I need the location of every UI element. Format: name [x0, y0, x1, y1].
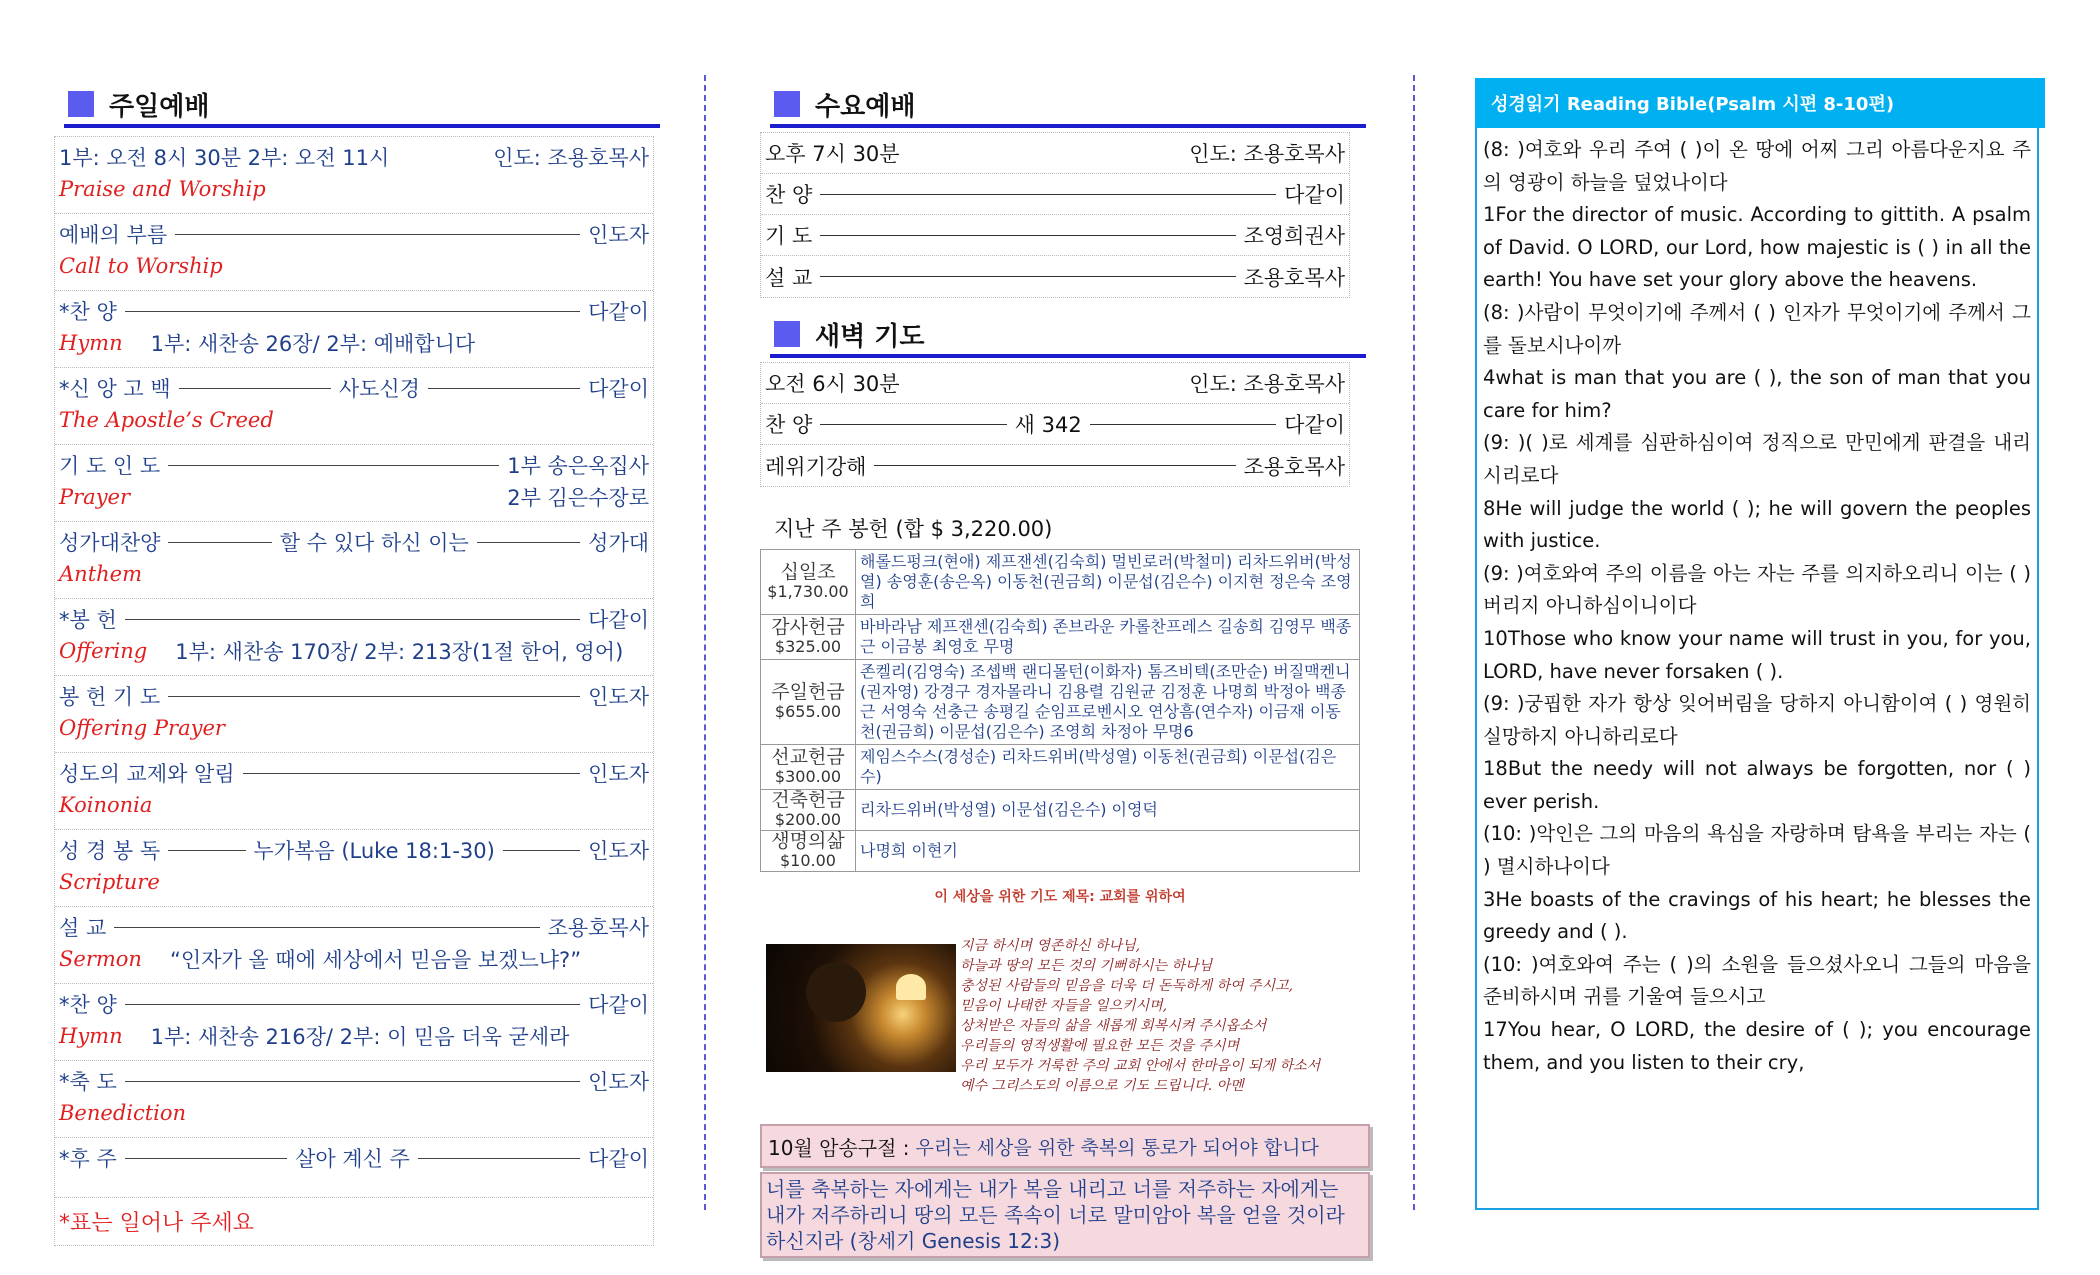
prayer-line: 충성된 사람들의 믿음을 더욱 더 돈독하게 하여 주시고, — [960, 978, 1294, 994]
order-item-en: Benediction — [59, 1101, 187, 1125]
reading-paragraph: (8: )여호와 우리 주여 ( )이 온 땅에 어찌 그리 아름다운지요 주의 영광이 하늘을 덮었나이다 — [1483, 138, 2031, 194]
reading-paragraph: 8He will judge the world ( ); he will govern the peoples with justice. — [1483, 496, 2031, 553]
offering-row — [761, 831, 1360, 872]
offering-category-name: 생명의삶 — [771, 830, 845, 852]
dawn-title: 새벽 기도 — [815, 322, 925, 352]
offering-category — [761, 831, 856, 872]
reading-paragraph: 1For the director of music. According to gittith. A psalm of David. O LORD, our Lord, how majestic is ( ) in all the earth! You have set your glory above the heavens. — [1483, 203, 2031, 292]
order-item-mid: 새 342 — [1014, 413, 1082, 437]
offering-names: 바바라남 제프잰센(김숙희) 존브라운 카롤찬프레스 길송희 김영무 백종근 이금봉 최영호 무명 — [856, 615, 1360, 660]
offering-table — [760, 549, 1360, 872]
offering-category — [761, 660, 856, 745]
middle-column — [760, 78, 1360, 1258]
order-item-en: Prayer — [59, 485, 131, 509]
order-detail: 1부: 새찬송 170장/ 2부: 213장(1절 한어, 영어) — [175, 640, 624, 664]
order-leader: 인도자 — [588, 223, 649, 247]
reading-box — [1475, 128, 2039, 1210]
column-divider-2 — [1413, 75, 1415, 1210]
order-row — [761, 404, 1349, 445]
offering-category-name: 건축헌금 — [771, 789, 845, 811]
order-item-ko: 예배의 부름 — [59, 223, 168, 247]
order-leader: 인도자 — [588, 1070, 649, 1094]
dash-leader — [874, 465, 1235, 466]
order-line-en — [59, 943, 649, 975]
dash-leader — [168, 850, 245, 851]
offering-category — [761, 615, 856, 660]
order-leader: 다같이 — [588, 1147, 650, 1171]
standing-footnote: *표는 일어나 주세요 — [59, 1211, 255, 1236]
order-line-en — [59, 250, 649, 282]
dash-leader — [428, 388, 580, 389]
order-item-en: Anthem — [59, 562, 142, 586]
prayer-line: 우리들의 영적생활에 필요한 모든 것을 주시며 — [960, 1038, 1240, 1054]
order-item-ko: *찬 양 — [59, 993, 117, 1017]
order-item-ko: *신 앙 고 백 — [59, 377, 171, 401]
offering-amount: $655.00 — [774, 702, 842, 721]
order-row — [55, 907, 653, 984]
prayer-title: 이 세상을 위한 기도 제목: 교회를 위하여 — [934, 889, 1186, 905]
order-item: 찬 양 — [765, 413, 813, 437]
order-line-ko — [59, 449, 649, 481]
order-item-ko: 성가대찬양 — [59, 531, 161, 555]
order-line-en — [59, 173, 649, 205]
figure-silhouette — [806, 962, 866, 1022]
order-row — [761, 445, 1349, 486]
offering-title: 지난 주 봉헌 (합 $ 3,220.00) — [774, 517, 1053, 541]
offering-names: 존켈리(김영숙) 조셉백 랜디몰턴(이화자) 톰즈비텍(조만순) 버질맥켄니(권자영) 강경구 경자몰라니 김용렬 김원균 김정훈 나명희 박정아 백종근 서영숙 선충근 송평길 순임프로벤시오 연상흠(연수자) 이금재 이동천(권금희) 이문섭(김은수) 조영희 차정아 무명6 — [856, 660, 1360, 745]
order-line-ko — [59, 834, 649, 866]
order-item: 기 도 — [765, 224, 813, 248]
dawn-order-box — [760, 362, 1350, 487]
memory-verse-title-box — [760, 1124, 1370, 1168]
dawn-header — [760, 308, 1360, 358]
order-item-mid: 사도신경 — [338, 377, 420, 401]
order-leader: 다같이 — [588, 608, 649, 632]
order-item-ko: *봉 헌 — [59, 608, 117, 632]
dash-leader — [125, 1004, 580, 1005]
dash-leader — [820, 194, 1276, 195]
order-item-en: Hymn — [59, 331, 123, 355]
order-line-ko — [59, 911, 649, 943]
dash-leader — [820, 235, 1235, 236]
order-line-ko — [59, 603, 649, 635]
reading-title: 성경읽기 Reading Bible(Psalm 시편 8-10편) — [1475, 78, 2045, 128]
order-row — [55, 368, 653, 445]
order-item-mid: 할 수 있다 하신 이는 — [279, 531, 469, 555]
order-leader: 다같이 — [588, 377, 649, 401]
prayer-line: 하늘과 땅의 모든 것의 기뻐하시는 하나님 — [960, 958, 1213, 974]
section-square-icon — [774, 321, 800, 347]
order-line-en — [59, 1174, 649, 1206]
order-item-en: The Apostle’s Creed — [59, 408, 274, 432]
header-underline — [770, 354, 1366, 358]
order-leader: 다같이 — [1284, 413, 1345, 437]
wednesday-header — [760, 78, 1360, 128]
reading-paragraph: (9: )궁핍한 자가 항상 잊어버림을 당하지 아니함이여 ( ) 영원히 실망하지 아니하리로다 — [1483, 692, 2031, 748]
sunday-order-box — [54, 136, 654, 1246]
reading-paragraph: 3He boasts of the cravings of his heart; he blesses the greedy and ( ). — [1483, 887, 2031, 944]
order-line-ko — [59, 1065, 649, 1097]
dash-leader — [1090, 424, 1276, 425]
order-line-en — [59, 404, 649, 436]
order-item-ko: *축 도 — [59, 1070, 117, 1094]
section-square-icon — [774, 91, 800, 117]
dash-leader — [125, 1158, 287, 1159]
order-item-mid: 살아 계신 주 — [295, 1147, 410, 1171]
prayer-line: 믿음이 나태한 자들을 일으키시며, — [960, 998, 1168, 1014]
offering-amount: $10.00 — [780, 851, 836, 870]
dash-leader — [179, 388, 331, 389]
header-underline — [770, 124, 1366, 128]
reading-paragraph: 17You hear, O LORD, the desire of ( ); you encourage them, and you listen to their cry, — [1483, 1018, 2031, 1074]
wednesday-order-box — [760, 132, 1350, 298]
offering-category-name: 선교헌금 — [771, 746, 845, 768]
order-row — [761, 174, 1349, 215]
dash-leader — [125, 619, 580, 620]
memory-title: 10월 암송구절 : — [768, 1135, 910, 1160]
order-row — [55, 1138, 653, 1198]
order-line-ko — [59, 372, 649, 404]
order-item: 오후 7시 30분 — [765, 142, 900, 166]
order-item-ko: 기 도 인 도 — [59, 454, 161, 478]
wednesday-title: 수요예배 — [815, 92, 916, 122]
order-row — [761, 256, 1349, 297]
offering-row — [761, 790, 1360, 831]
order-line-en — [59, 1020, 649, 1052]
order-detail: 2부 김은수장로 — [507, 486, 649, 510]
order-leader: 1부 송은옥집사 — [507, 454, 649, 478]
order-row — [55, 830, 653, 907]
order-detail: 1부: 새찬송 216장/ 2부: 이 믿음 더욱 굳세라 — [150, 1025, 570, 1049]
order-item-en: Hymn — [59, 1024, 123, 1048]
order-line-en — [59, 712, 649, 744]
offering-category-name: 주일헌금 — [771, 681, 845, 703]
praying-person-photo — [766, 944, 956, 1072]
order-leader: 인도: 조용호목사 — [1189, 372, 1345, 396]
dash-leader — [125, 1081, 580, 1082]
order-item-ko: 1부: 오전 8시 30분 2부: 오전 11시 — [59, 146, 390, 170]
offering-amount: $1,730.00 — [767, 582, 849, 601]
order-item-mid: 누가복음 (Luke 18:1-30) — [253, 839, 495, 863]
memory-verse-body: 너를 축복하는 자에게는 내가 복을 내리고 너를 저주하는 자에게는 내가 저주하리니 땅의 모든 족속이 너로 말미암아 복을 얻을 것이라 하신지라 (창세기 Genesis 12:3) — [760, 1172, 1370, 1258]
dash-leader — [418, 1158, 580, 1159]
order-line-ko — [59, 526, 649, 558]
order-line-en — [59, 635, 649, 667]
order-leader: 인도: 조용호목사 — [1189, 142, 1345, 166]
order-leader: 조영희권사 — [1243, 224, 1345, 248]
order-row — [55, 1061, 653, 1138]
order-line-en — [59, 558, 649, 590]
order-item-en: Scripture — [59, 870, 160, 894]
offering-amount: $200.00 — [774, 810, 842, 829]
order-line-ko — [59, 141, 649, 173]
prayer-text — [960, 936, 1360, 1096]
offering-amount: $325.00 — [774, 637, 842, 656]
prayer-section — [760, 914, 1360, 1104]
order-item-en: Sermon — [59, 947, 142, 971]
offering-row — [761, 745, 1360, 790]
offering-row — [761, 660, 1360, 745]
order-line-ko — [59, 757, 649, 789]
reading-paragraph: 18But the needy will not always be forgotten, nor ( ) ever perish. — [1483, 757, 2031, 813]
order-leader: 인도: 조용호목사 — [493, 146, 649, 170]
order-leader: 다같이 — [588, 300, 649, 324]
dash-leader — [820, 276, 1235, 277]
order-row — [55, 676, 653, 753]
order-line-ko — [59, 295, 649, 327]
order-row — [55, 445, 653, 522]
order-leader: 조용호목사 — [547, 916, 649, 940]
order-row — [55, 291, 653, 368]
reading-paragraph: (10: )여호와여 주는 ( )의 소원을 들으셨사오니 그들의 마음을 준비하시며 귀를 기울여 들으시고 — [1483, 952, 2031, 1009]
order-item-en: Offering — [59, 639, 148, 663]
order-leader: 인도자 — [588, 685, 649, 709]
order-item-ko: 설 교 — [59, 916, 107, 940]
column-divider-1 — [704, 75, 706, 1210]
order-line-en — [59, 866, 649, 898]
prayer-line: 예수 그리스도의 이름으로 기도 드립니다. 아멘 — [960, 1078, 1244, 1094]
order-item-ko: 성도의 교제와 알림 — [59, 762, 235, 786]
order-item: 레위기강해 — [765, 454, 867, 479]
order-item-en: Koinonia — [59, 793, 153, 817]
offering-amount: $300.00 — [774, 767, 842, 786]
order-line-ko — [59, 218, 649, 250]
offering-category — [761, 790, 856, 831]
order-row — [761, 363, 1349, 404]
offering-names: 제임스수스(경성순) 리차드위버(박성열) 이동천(권금희) 이문섭(김은수) — [856, 745, 1360, 790]
offering-row — [761, 615, 1360, 660]
reading-paragraph: 10Those who know your name will trust in you, for you, LORD, have never forsaken ( ). — [1483, 626, 2031, 683]
order-item-en: Praise and Worship — [59, 177, 266, 201]
order-item: 오전 6시 30분 — [765, 372, 900, 396]
order-line-en — [59, 1097, 649, 1129]
reading-paragraph: 4what is man that you are ( ), the son of man that you care for him? — [1483, 366, 2031, 422]
order-item-ko: 봉 헌 기 도 — [59, 685, 161, 709]
order-leader: 조용호목사 — [1243, 265, 1345, 290]
order-detail: 1부: 새찬송 26장/ 2부: 예배합니다 — [150, 332, 476, 356]
order-item-ko: *찬 양 — [59, 300, 117, 324]
order-leader: 다같이 — [1284, 183, 1345, 207]
order-item-ko: *후 주 — [59, 1147, 117, 1171]
offering-category-name: 감사헌금 — [771, 616, 845, 638]
header-underline — [64, 124, 660, 128]
dash-leader — [168, 542, 271, 543]
order-line-en — [59, 327, 649, 359]
order-leader: 인도자 — [588, 762, 649, 786]
offering-names: 해롤드펑크(현애) 제프잰센(김숙희) 멀빈로러(박철미) 리차드위버(박성열) 송영훈(송은옥) 이동천(권금희) 이문섭(김은수) 이지현 정은숙 조영희 — [856, 550, 1360, 615]
order-detail: “인자가 올 때에 세상에서 믿음을 보겠느냐?” — [169, 948, 582, 972]
prayer-line: 지금 하시며 영존하신 하나님, — [960, 938, 1141, 954]
dash-leader — [114, 927, 539, 928]
dash-leader — [175, 234, 580, 235]
sunday-worship-column — [54, 78, 654, 1246]
offering-category — [761, 745, 856, 790]
offering-row — [761, 550, 1360, 615]
dash-leader — [503, 850, 580, 851]
section-square-icon — [68, 91, 94, 117]
order-item: 설 교 — [765, 265, 813, 290]
reading-paragraph: (9: )( )로 세계를 심판하심이여 정직으로 만민에게 판결을 내리시리로다 — [1483, 431, 2031, 487]
order-line-en — [59, 789, 649, 821]
offering-names: 나명희 이현기 — [856, 831, 1360, 872]
dash-leader — [477, 542, 580, 543]
reading-paragraph: (8: )사람이 무엇이기에 주께서 ( ) 인자가 무엇이기에 주께서 그를 돌보시나이까 — [1483, 300, 2031, 357]
order-item-en: Call to Worship — [59, 254, 223, 278]
order-line-en — [59, 481, 649, 513]
order-item: 찬 양 — [765, 183, 813, 207]
order-leader: 조용호목사 — [1243, 454, 1345, 479]
lamp-glow — [896, 974, 926, 1000]
order-item-ko: 성 경 봉 독 — [59, 839, 161, 863]
reading-paragraph: (10: )악인은 그의 마음의 욕심을 자랑하며 탐욕을 부리는 자는 ( ) 멸시하나이다 — [1483, 822, 2031, 879]
order-line-ko — [59, 1142, 649, 1174]
sunday-header — [54, 78, 654, 128]
reading-paragraph: (9: )여호와여 주의 이름을 아는 자는 주를 의지하오리니 이는 ( ) 버리지 아니하심이니이다 — [1483, 561, 2031, 618]
order-leader: 다같이 — [588, 993, 649, 1017]
offering-category — [761, 550, 856, 615]
order-row — [55, 522, 653, 599]
order-row — [55, 984, 653, 1061]
order-line-ko — [59, 680, 649, 712]
order-row — [55, 137, 653, 214]
offering-category-name: 십일조 — [780, 561, 836, 583]
dash-leader — [125, 311, 580, 312]
order-row — [761, 133, 1349, 174]
order-row — [55, 599, 653, 676]
prayer-line: 우리 모두가 거룩한 주의 교회 안에서 한마음이 되게 하소서 — [960, 1058, 1321, 1074]
dash-leader — [820, 424, 1006, 425]
order-row — [55, 214, 653, 291]
offering-names: 리차드위버(박성열) 이문섭(김은수) 이영덕 — [856, 790, 1360, 831]
dash-leader — [243, 773, 581, 774]
dash-leader — [168, 465, 499, 466]
memory-title-verse: 우리는 세상을 위한 축복의 통로가 되어야 합니다 — [915, 1136, 1319, 1159]
order-line-ko — [59, 988, 649, 1020]
prayer-line: 상처받은 자들의 삶을 새롭게 회복시켜 주시옵소서 — [960, 1018, 1267, 1034]
sunday-title: 주일예배 — [109, 92, 210, 122]
order-item-en: Offering Prayer — [59, 716, 225, 740]
order-leader: 성가대 — [588, 531, 650, 555]
order-leader: 인도자 — [588, 839, 649, 863]
order-row — [55, 753, 653, 830]
dash-leader — [168, 696, 580, 697]
order-row — [761, 215, 1349, 256]
